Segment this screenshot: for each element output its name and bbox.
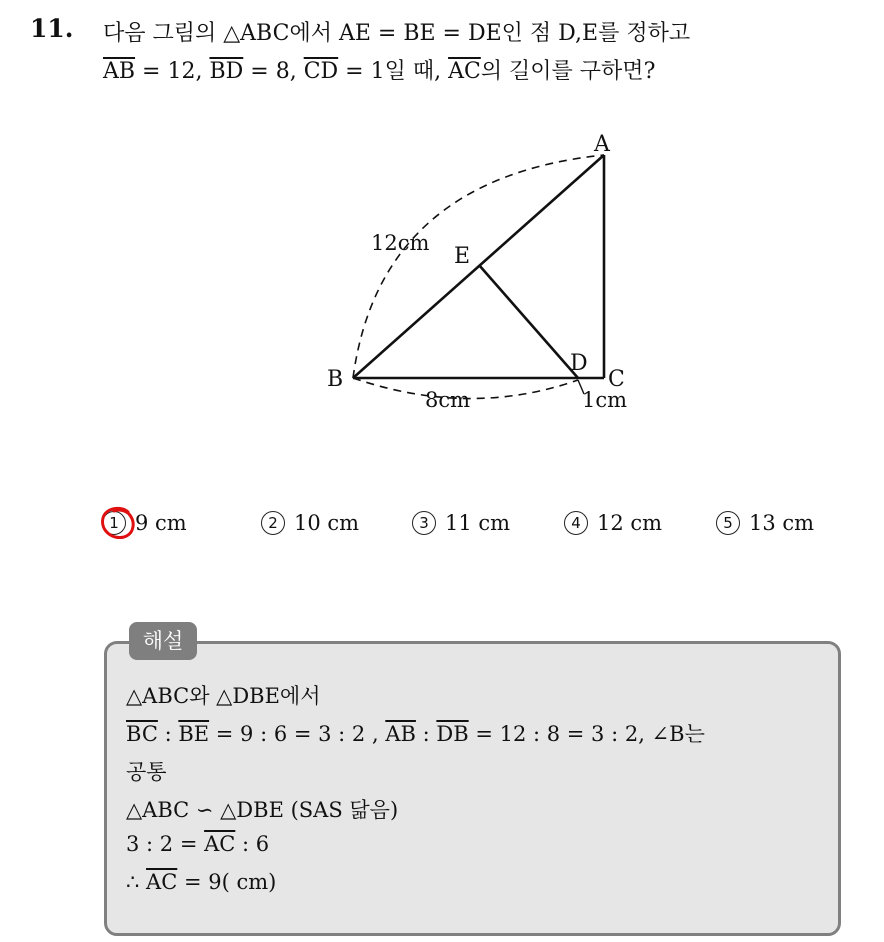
sol-colon-1: : [157,722,179,746]
sol-segment-ab: $\overline{AB}$ [385,722,416,746]
segment-bd: $\overline{BD}$ [209,59,244,84]
answer-choices [102,503,842,543]
segment-ed [479,265,578,378]
solution-line-2 [126,718,705,748]
choice-4[interactable] [564,503,662,543]
sol-ratio-1: = 9 : 6 = 3 : 2 , [209,722,386,746]
segment-ac: $\overline{AC}$ [448,59,481,84]
question-line-2 [103,54,655,85]
question-tail: 의 길이를 구하면? [480,59,656,84]
segment-ab: $\overline{AB}$ [103,59,136,84]
ab-value: = 12, [135,59,210,84]
choice-2[interactable] [261,503,359,543]
solution-badge: 해설 [129,622,197,660]
triangle-figure [320,118,660,428]
choice-text-5: 13 cm [749,511,815,535]
triangle-diagram [320,118,660,428]
label-d: D [570,351,588,376]
solution-line-5 [126,832,269,856]
question-number: 11. [30,14,74,43]
choice-5[interactable] [716,503,814,543]
choice-text-1: 9 cm [135,511,187,535]
sol-l6-post: = 9( cm) [177,870,277,894]
choice-text-3: 11 cm [445,511,511,535]
solution-line-4: △ABC ∽ △DBE (SAS 닮음) [126,798,399,822]
label-b: B [327,367,344,392]
choice-number-4: 4 [564,511,588,535]
sol-colon-2: : [415,722,437,746]
solution-line-1: △ABC와 △DBE에서 [126,684,321,708]
sol-ratio-2: = 12 : 8 = 3 : 2, ∠B는 [468,722,705,746]
segment-cd: $\overline{CD}$ [303,59,339,84]
choice-text-2: 10 cm [294,511,360,535]
solution-line-3: 공통 [126,760,167,784]
sol-segment-db: $\overline{DB}$ [436,722,469,746]
choice-number-3: 3 [412,511,436,535]
choice-number-2: 2 [261,511,285,535]
choice-number-5: 5 [716,511,740,535]
sol-l6-pre: ∴ [126,870,147,894]
cd-value: = 1일 때, [338,59,449,84]
label-e: E [454,244,471,269]
label-a: A [594,132,610,157]
label-ab-length: 12cm [371,231,430,255]
sol-l5-ac: $\overline{AC}$ [204,832,236,856]
label-c: C [608,367,625,392]
bd-value: = 8, [243,59,304,84]
sol-segment-bc: $\overline{BC}$ [126,722,158,746]
choice-number-1: 1 [102,511,126,535]
choice-1[interactable] [102,503,187,543]
question-line-1: 다음 그림의 △ABC에서 AE = BE = DE인 점 D,E를 정하고 [103,21,691,46]
sol-l6-ac: $\overline{AC}$ [146,870,178,894]
choice-3[interactable] [412,503,510,543]
sol-l5-post: : 6 [235,832,270,856]
solution-line-6 [126,870,276,894]
sol-l5-pre: 3 : 2 = [126,832,205,856]
label-bd-length: 8cm [425,388,471,412]
label-cd-length: 1cm [582,388,628,412]
choice-text-4: 12 cm [597,511,663,535]
sol-segment-be: $\overline{BE}$ [178,722,210,746]
